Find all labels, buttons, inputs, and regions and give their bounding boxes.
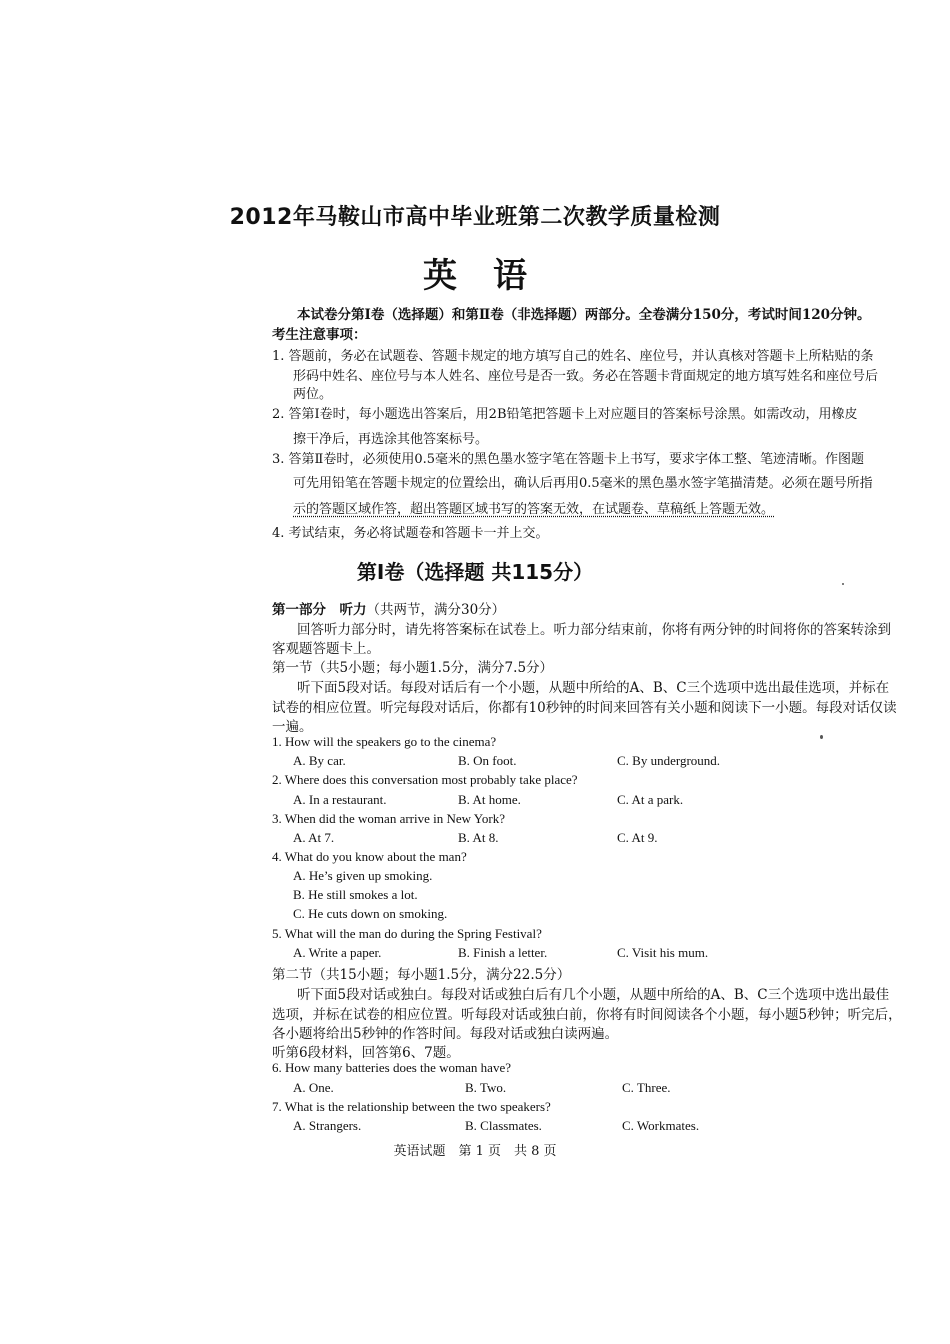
notice-2-line-1: 2. 答第Ⅰ卷时，每小题选出答案后，用2B铅笔把答题卡上对应题目的答案标号涂黑。如需改动，用橡皮	[272, 407, 858, 422]
intro-line: 本试卷分第Ⅰ卷（选择题）和第Ⅱ卷（非选择题）两部分。全卷满分150分，考试时间120分钟。	[297, 307, 871, 323]
q4-stem: 4. What do you know about the man?	[272, 849, 467, 864]
sec1-instr-2: 试卷的相应位置。听完每段对话后，你都有10秒钟的时间来回答有关小题和阅读下一小题。每段对话仅读	[272, 700, 897, 716]
q3-option-c: C. At 9.	[617, 830, 658, 845]
notice-3-line-3: 示的答题区域作答，超出答题区域书写的答案无效，在试题卷、草稿纸上答题无效。	[293, 502, 775, 517]
sec2-heading: 第二节（共15小题；每小题1.5分，满分22.5分）	[272, 967, 571, 983]
q5-option-c: C. Visit his mum.	[617, 945, 709, 960]
page-footer: 英语试题 第 1 页 共 8 页	[393, 1144, 557, 1159]
sec2-instr-2: 选项，并标在试卷的相应位置。听每段对话或独白前，你将有时间阅读各个小题，每小题5秒钟；听完后，	[272, 1007, 902, 1023]
sec1-heading: 第一节（共5小题；每小题1.5分，满分7.5分）	[272, 660, 554, 676]
q3-option-a: A. At 7.	[293, 830, 335, 845]
q2-option-a: A. In a restaurant.	[293, 792, 387, 807]
q1-option-c: C. By underground.	[617, 753, 721, 768]
part1-heading-rest: （共两节，满分30分）	[366, 602, 506, 618]
exam-title: 2012年马鞍山市高中毕业班第二次教学质量检测	[229, 205, 721, 230]
q1-option-a: A. By car.	[293, 753, 346, 768]
sec1-instr-3: 一遍。	[272, 719, 313, 735]
q1-option-b: B. On foot.	[458, 753, 517, 768]
notice-3-line-1: 3. 答第Ⅱ卷时，必须使用0.5毫米的黑色墨水签字笔在答题卡上书写，要求字体工整、笔迹清晰。作图题	[272, 452, 865, 467]
subject-char-1: 英	[423, 256, 457, 296]
q4-option-b: B. He still smokes a lot.	[293, 887, 418, 902]
scan-speck	[820, 735, 823, 739]
q5-option-b: B. Finish a letter.	[458, 945, 548, 960]
notice-1-line-1: 1. 答题前，务必在试题卷、答题卡规定的地方填写自己的姓名、座位号，并认真核对答题卡上所粘贴的条	[272, 349, 874, 364]
notice-1-line-3: 两位。	[293, 387, 333, 402]
part1-heading-bold: 第一部分 听力	[272, 602, 367, 618]
sec1-instr-1: 听下面5段对话。每段对话后有一个小题，从题中所给的A、B、C三个选项中选出最佳选项，并标在	[297, 680, 890, 696]
q2-stem: 2. Where does this conversation most probably take place?	[272, 772, 578, 787]
part1-heading	[272, 598, 505, 618]
q3-stem: 3. When did the woman arrive in New York?	[272, 811, 505, 826]
q7-option-a: A. Strangers.	[293, 1118, 362, 1133]
material-6-label: 听第6段材料，回答第6、7题。	[272, 1045, 460, 1061]
q7-option-b: B. Classmates.	[465, 1118, 542, 1133]
sec2-instr-3: 各小题将给出5秒钟的作答时间。每段对话或独白读两遍。	[272, 1026, 619, 1042]
q1-stem: 1. How will the speakers go to the cinema?	[272, 734, 497, 749]
q3-option-b: B. At 8.	[458, 830, 499, 845]
q5-stem: 5. What will the man do during the Spring Festival?	[272, 926, 542, 941]
q2-option-c: C. At a park.	[617, 792, 684, 807]
subject-title	[0, 248, 950, 297]
q6-option-a: A. One.	[293, 1080, 334, 1095]
notice-3-line-2: 可先用铅笔在答题卡规定的位置绘出，确认后再用0.5毫米的黑色墨水签字笔描清楚。必须在题号所指	[293, 476, 873, 491]
q2-option-b: B. At home.	[458, 792, 521, 807]
q6-option-b: B. Two.	[465, 1080, 507, 1095]
q4-option-c: C. He cuts down on smoking.	[293, 906, 448, 921]
sec2-instr-1: 听下面5段对话或独白。每段对话或独白后有几个小题，从题中所给的A、B、C三个选项中选出最佳	[297, 987, 890, 1003]
section-title: 第Ⅰ卷（选择题 共115分）	[356, 560, 594, 584]
scan-speck	[842, 583, 844, 585]
q6-stem: 6. How many batteries does the woman have?	[272, 1060, 511, 1075]
q6-option-c: C. Three.	[622, 1080, 671, 1095]
part1-instr-2: 客观题答题卡上。	[272, 641, 380, 657]
part1-instr-1: 回答听力部分时，请先将答案标在试卷上。听力部分结束前，你将有两分钟的时间将你的答案转涂到	[297, 622, 891, 638]
q4-option-a: A. He’s given up smoking.	[293, 868, 433, 883]
notice-4: 4. 考试结束，务必将试题卷和答题卡一并上交。	[272, 526, 549, 541]
notice-heading: 考生注意事项：	[272, 327, 367, 343]
subject-char-2: 语	[493, 256, 527, 296]
notice-2-line-2: 擦干净后，再选涂其他答案标号。	[293, 432, 489, 447]
notice-1-line-2: 形码中姓名、座位号与本人姓名、座位号是否一致。务必在答题卡背面规定的地方填写姓名和座位号后	[293, 369, 879, 384]
q7-stem: 7. What is the relationship between the two speakers?	[272, 1099, 551, 1114]
q7-option-c: C. Workmates.	[622, 1118, 700, 1133]
q5-option-a: A. Write a paper.	[293, 945, 382, 960]
